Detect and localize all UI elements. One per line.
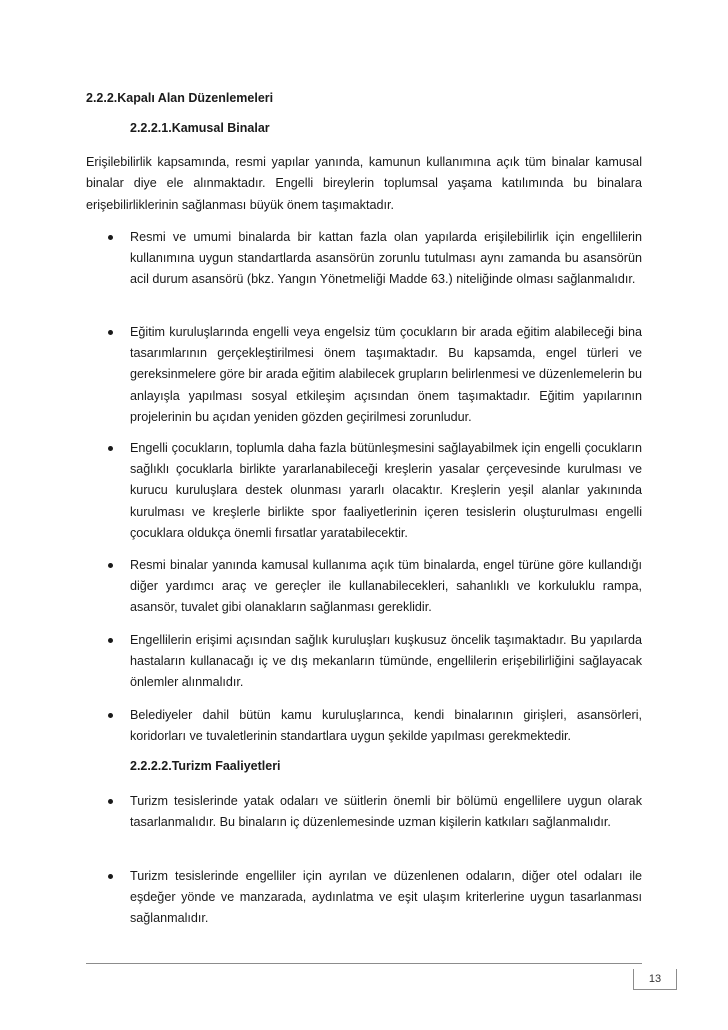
list-item-text: Resmi ve umumi binalarda bir kattan fazla olan yapılarda erişilebilirlik için engellilerin kullanımına uygun standartlarda asansörün zorunlu tutulması aynı zamanda bu asansörün acil durum asansörü (bkz. Yangın Yönetmeliği Madde 63.) niteliğinde olması sağlanmalıdır. <box>130 230 642 287</box>
bullet-icon <box>108 799 113 804</box>
list-item-text: Eğitim kuruluşlarında engelli veya engelsiz tüm çocukların bir arada eğitim alabileceği bina tasarımlarının gerçekleştirilmesi önem taşımaktadır. Bu kapsamda, engel türleri ve gereksinmelere göre bir arada eğitim alabilecek grupların belirlenmesi ve düzenlemelerin bu anlayışla yapılması sosyal etkileşim açısından önem taşımaktadır. Eğitim yapılarının projelerinin bu açıdan yeniden gözden geçirilmesi zorunludur. <box>130 325 642 424</box>
bullet-icon <box>108 563 113 568</box>
footer-divider <box>86 963 642 964</box>
intro-paragraph: Erişilebilirlik kapsamında, resmi yapılar yanında, kamunun kullanımına açık tüm binalar kamusal binalar diye ele alınmaktadır. Engelli bireylerin toplumsal yaşama katılımında bu binalara erişebilirliklerinin sağlanması büyük önem taşımaktadır. <box>86 155 642 212</box>
list-item-text: Resmi binalar yanında kamusal kullanıma açık tüm binalarda, engel türüne göre kullandığı diğer yardımcı araç ve gereçler ile kullanabilecekleri, sahanlıklı ve korkuluklu rampa, asansör, tuvalet gibi olanakların sağlanması gereklidir. <box>130 558 642 615</box>
bullet-icon <box>108 330 113 335</box>
bullet-icon <box>108 638 113 643</box>
list-item-text: Belediyeler dahil bütün kamu kuruluşlarınca, kendi binalarının girişleri, asansörleri, koridorları ve tuvaletlerinin standartlara uygun şekilde yapılması gerekmektedir. <box>130 708 642 744</box>
section-heading: 2.2.2.Kapalı Alan Düzenlemeleri <box>86 91 274 105</box>
list-item-text: Turizm tesislerinde engelliler için ayrılan ve düzenlenen odaların, diğer otel odaları ile eşdeğer yönde ve manzarada, aydınlatma ve eşit ulaşım kriterlerine uygun tasarlanması sağlanmalıdır. <box>130 869 642 926</box>
subsection-heading-tourism: 2.2.2.2.Turizm Faaliyetleri <box>130 759 281 773</box>
bullet-icon <box>108 713 113 718</box>
bullet-icon <box>108 446 113 451</box>
bullet-icon <box>108 874 113 879</box>
list-item-text: Engelli çocukların, toplumla daha fazla bütünleşmesini sağlayabilmek için engelli çocukların sağlıklı çocuklarla birlikte yararlanabileceği kreşlerin yasalar çerçevesinde kurulması ve kurucu kuruluşlara destek olunması yararlı olacaktır. Kreşlerin yeşil alanlar yakınında kurulması ve kreşlerle birlikte spor faaliyetlerinin içeren tesislerin oluşturulması engelli çocuklara oldukça önemli fırsatlar yaratabilecektir. <box>130 441 642 540</box>
list-item-text: Engellilerin erişimi açısından sağlık kuruluşları kuşkusuz öncelik taşımaktadır. Bu yapılarda hastaların kullanacağı iç ve dış mekanların tümünde, engellilerin erişebilirliğini sağlayacak önlemler alınmalıdır. <box>130 633 642 690</box>
subsection-heading-public-buildings: 2.2.2.1.Kamusal Binalar <box>130 121 270 135</box>
page-number-box <box>633 969 677 990</box>
list-item-text: Turizm tesislerinde yatak odaları ve süitlerin önemli bir bölümü engellilere uygun olarak tasarlanmalıdır. Bu binaların iç düzenlemesinde uzman kişilerin katkıları sağlanmalıdır. <box>130 794 642 830</box>
page-number: 13 <box>648 973 662 985</box>
bullet-icon <box>108 235 113 240</box>
